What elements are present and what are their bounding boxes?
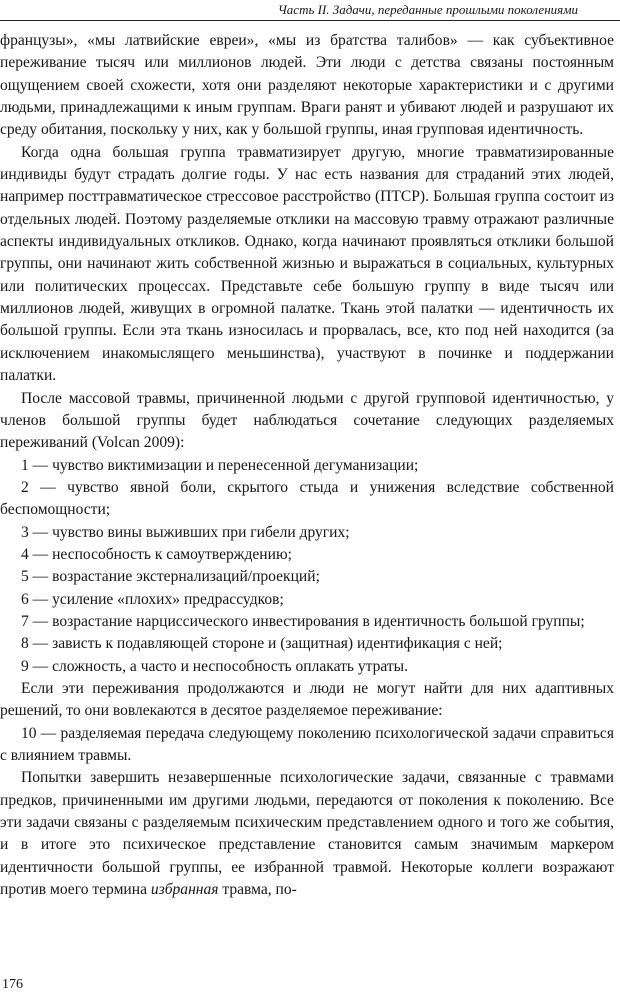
- paragraph-text: Попытки завершить незавершенные психологические задачи, связанные с травмами предков, причиненными им другими людьми, передаются от поколения к поколению. Все эти задачи связаны с разделяемым психическим представлением одного и того же события, и в итоге это психическое представление становится самым значимым маркером идентичности большой группы, ее избранной травмой. Некоторые коллеги возражают против моего термина: [0, 769, 614, 899]
- list-item: 3 — чувство вины выживших при гибели других;: [21, 523, 350, 541]
- paragraph-continuation: французы», «мы латвийские евреи», «мы из братства талибов» — как субъективное переживание тысяч или миллионов людей. Эти люди с детства связаны постоянным ощущением своей схожести, хотя они разделяют некоторые характеристики и с другими людьми, принадлежащими к иным группам. Враги ранят и убивают людей и разрушают их среду обитания, поскольку у них, как у большой группы, иная групповая идентичность.: [0, 32, 614, 139]
- emphasis-term: избранная: [150, 881, 219, 899]
- list-item-tenth: 10 — разделяемая передача следующему поколению психологической задачи справиться с влиянием травмы.: [0, 724, 614, 764]
- running-header: Часть II. Задачи, переданные прошлыми поколениями: [277, 2, 578, 17]
- list-item: 7 — возрастание нарциссического инвестирования в идентичность большой группы;: [21, 612, 585, 630]
- list-item: 4 — неспособность к самоутверждению;: [21, 545, 292, 563]
- paragraph-adaptive: Если эти переживания продолжаются и люди не могут найти для них адаптивных решений, то они вовлекаются в десятое разделяемое переживание:: [0, 679, 614, 720]
- header-divider: [0, 20, 620, 21]
- paragraph-chosen-trauma: [0, 767, 614, 901]
- list-item: 6 — усиление «плохих» предрассудков;: [21, 590, 284, 608]
- list-item: 9 — сложность, а часто и неспособность оплакать утраты.: [21, 657, 409, 675]
- page-number: 176: [2, 977, 23, 992]
- list-item: 1 — чувство виктимизации и перенесенной дегуманизации;: [21, 456, 419, 474]
- page-body: [0, 30, 614, 901]
- paragraph-shared-experiences: После массовой травмы, причиненной людьми с другой групповой идентичностью, у членов большой группы будет наблюдаться сочетание следующих разделяемых переживаний (Volcan 2009):: [0, 389, 614, 452]
- paragraph-trauma: Когда одна большая группа травматизирует другую, многие травматизированные индивиды будут страдать долгие годы. У нас есть названия для страданий этих людей, например посттравматическое стрессовое расстройство (ПТСР). Большая группа состоит из отдельных людей. Поэтому разделяемые отклики на массовую травму отражают различные аспекты индивидуальных откликов. Однако, когда начинают проявляться отклики большой группы, они начинают жить собственной жизнью и выражаться в социальных, культурных или политических процессах. Представьте себе большую группу в виде тысяч или миллионов людей, живущих в огромной палатке. Ткань этой палатки — идентичность их большой группы. Если эта ткань износилась и прорвалась, все, кто под ней находится (за исключением инакомыслящего меньшинства), участвуют в починке и поддержании палатки.: [0, 143, 614, 385]
- paragraph-text-end: травма, по-: [218, 881, 297, 899]
- list-item: 5 — возрастание экстернализаций/проекций;: [21, 568, 320, 586]
- list-item: 8 — зависть к подавляющей стороне и (защитная) идентификация с ней;: [21, 635, 503, 653]
- list-item: 2 — чувство явной боли, скрытого стыда и унижения вследствие собственной беспомощности;: [0, 478, 614, 519]
